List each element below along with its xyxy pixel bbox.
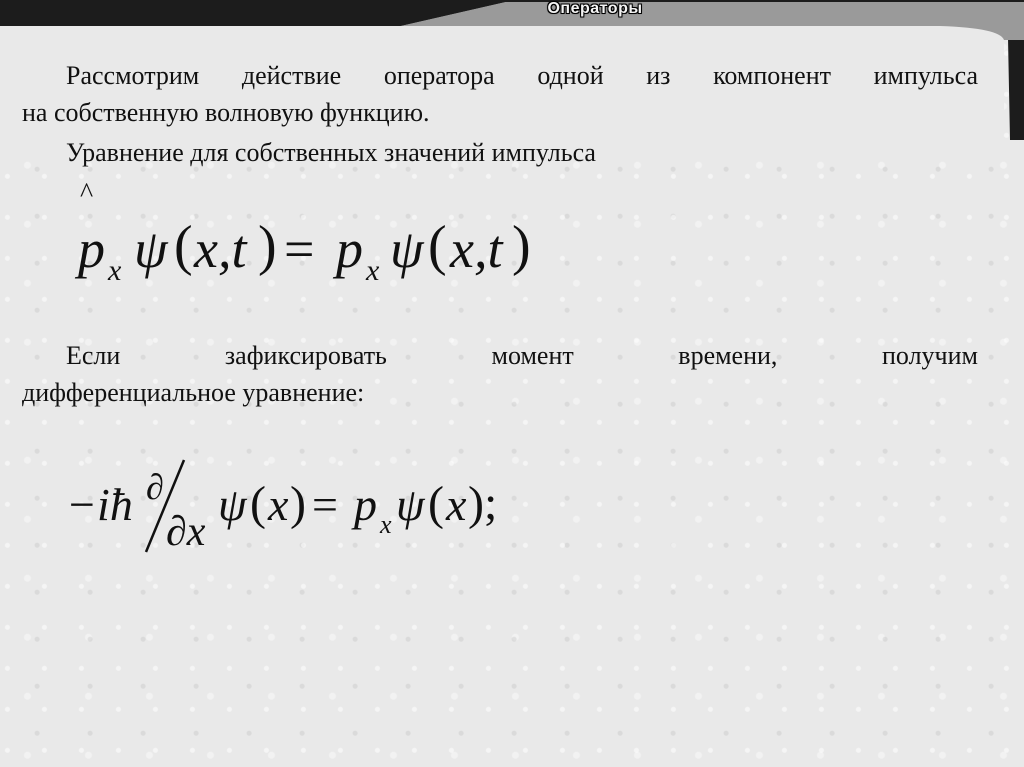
eq2-psi-rhs: ψ bbox=[396, 479, 425, 530]
eq2-partial-top: ∂ bbox=[146, 467, 164, 507]
eq2-lparen-rhs: ( bbox=[428, 477, 444, 530]
eq2-sub-x: x bbox=[380, 510, 392, 539]
eq1-args-rhs: x,t bbox=[450, 219, 503, 279]
eq2-rparen-rhs: ); bbox=[468, 477, 498, 530]
eq2-minus-i-hbar: −iħ bbox=[66, 479, 133, 530]
eq2-lparen: ( bbox=[250, 477, 266, 530]
paragraph-3-line-1: Если зафиксировать момент времени, получим bbox=[66, 341, 978, 370]
eq2-arg: x bbox=[268, 479, 289, 530]
slide-header-title: Операторы bbox=[547, 0, 643, 17]
eq1-rparen: ) bbox=[258, 215, 277, 277]
eq2-p: p bbox=[354, 479, 377, 530]
eq1-args: x,t bbox=[194, 219, 247, 279]
eq1-sub-x: x bbox=[108, 254, 122, 287]
eq1-sub-x-rhs: x bbox=[366, 254, 380, 287]
eq1-lparen: ( bbox=[174, 215, 193, 277]
eq1-psi: ψ bbox=[134, 219, 168, 279]
eq2-equals: = bbox=[312, 479, 338, 530]
eq1-psi-rhs: ψ bbox=[390, 219, 424, 279]
eq2-rparen: ) bbox=[290, 477, 306, 530]
eq1-lparen-rhs: ( bbox=[428, 215, 447, 277]
eq1-equals: = bbox=[284, 219, 315, 279]
paragraph-1-line-1: Рассмотрим действие оператора одной из компонент импульса bbox=[66, 61, 978, 90]
paragraph-2: Уравнение для собственных значений импульса bbox=[66, 138, 596, 167]
eq2-partial-bottom: ∂x bbox=[166, 509, 206, 555]
eq2-psi: ψ bbox=[218, 479, 247, 530]
eq1-p-rhs: p bbox=[336, 219, 363, 279]
paragraph-3-line-2: дифференциальное уравнение: bbox=[22, 378, 365, 407]
eq2-arg-rhs: x bbox=[446, 479, 467, 530]
paragraph-1-line-2: на собственную волновую функцию. bbox=[22, 98, 430, 127]
eq1-p: p bbox=[78, 219, 105, 279]
eq1-rparen-rhs: ) bbox=[512, 215, 531, 277]
operator-hat: ^ bbox=[80, 178, 94, 209]
